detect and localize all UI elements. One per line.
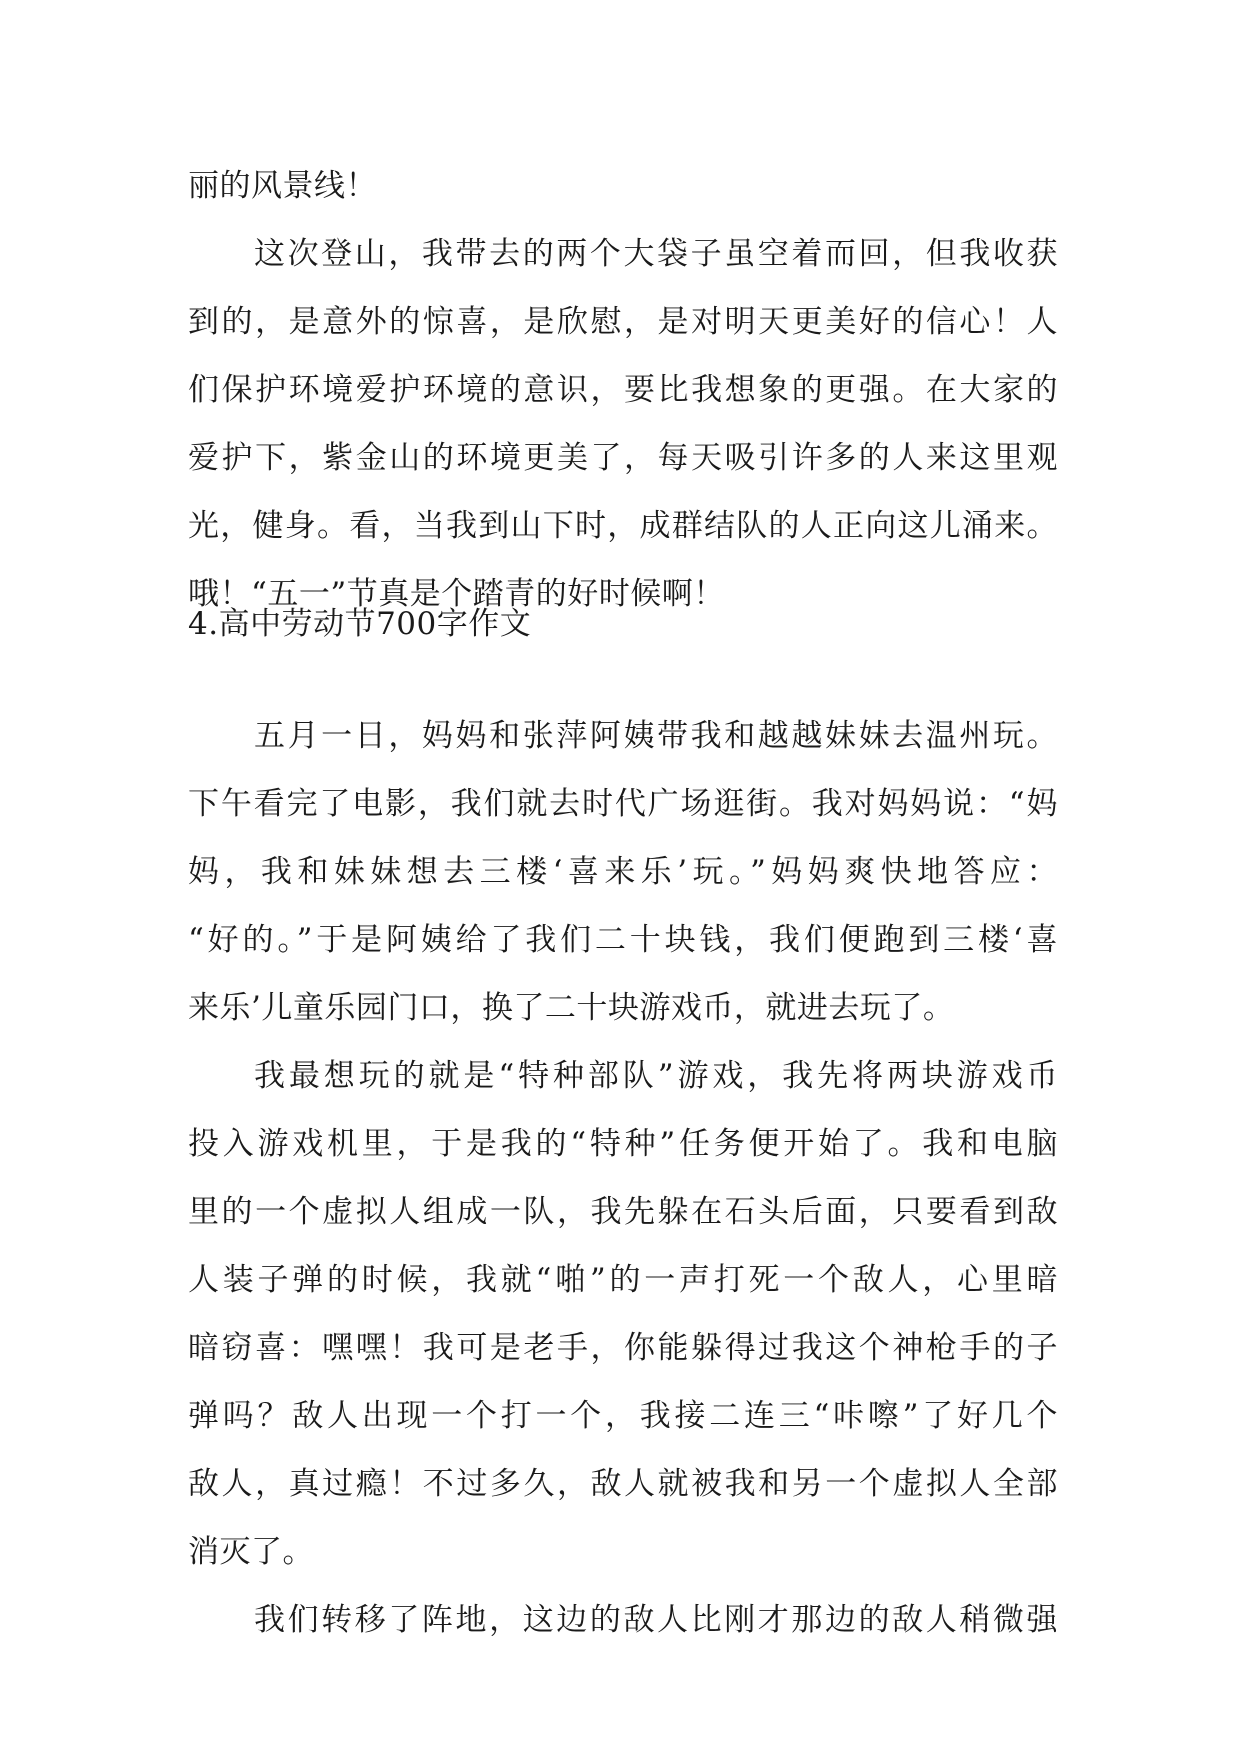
text-line: 投入游戏机里，于是我的“特种”任务便开始了。我和电脑 xyxy=(188,1126,1058,1162)
text-line: 丽的风景线！ xyxy=(188,168,377,204)
text-line: “好的。”于是阿姨给了我们二十块钱，我们便跑到三楼‘喜 xyxy=(188,922,1058,958)
essay-part-1 xyxy=(188,152,1058,628)
text-line: 这次登山，我带去的两个大袋子虽空着而回，但我收获 xyxy=(254,236,1058,272)
text-line: 里的一个虚拟人组成一队，我先躲在石头后面，只要看到敌 xyxy=(188,1194,1058,1230)
text-line: 爱护下，紫金山的环境更美了，每天吸引许多的人来这里观 xyxy=(188,440,1058,476)
text-line: 我最想玩的就是“特种部队”游戏，我先将两块游戏币 xyxy=(254,1058,1058,1094)
text-line: 到的，是意外的惊喜，是欣慰，是对明天更美好的信心！人 xyxy=(188,304,1058,340)
text-line: 我们转移了阵地，这边的敌人比刚才那边的敌人稍微强 xyxy=(254,1602,1058,1638)
text-line: 暗窃喜：嘿嘿！我可是老手，你能躲得过我这个神枪手的子 xyxy=(188,1330,1058,1366)
text-line: 弹吗？敌人出现一个打一个，我接二连三“咔嚓”了好几个 xyxy=(188,1398,1058,1434)
text-line: 下午看完了电影，我们就去时代广场逛街。我对妈妈说：“妈 xyxy=(188,786,1058,822)
text-line: 消灭了。 xyxy=(188,1534,314,1570)
text-line: 五月一日，妈妈和张萍阿姨带我和越越妹妹去温州玩。 xyxy=(254,718,1058,754)
text-line: 人装子弹的时候，我就“啪”的一声打死一个敌人，心里暗 xyxy=(188,1262,1058,1298)
text-line: 光，健身。看，当我到山下时，成群结队的人正向这儿涌来。 xyxy=(188,508,1058,544)
text-line: 哦！“五一”节真是个踏青的好时候啊！ xyxy=(188,576,725,612)
text-line: 敌人，真过瘾！不过多久，敌人就被我和另一个虚拟人全部 xyxy=(188,1466,1058,1502)
text-line: 妈，我和妹妹想去三楼‘喜来乐’玩。”妈妈爽快地答应： xyxy=(188,854,1058,890)
text-line: 们保护环境爱护环境的意识，要比我想象的更强。在大家的 xyxy=(188,372,1058,408)
essay-part-2 xyxy=(188,702,1058,1654)
heading-text: 4.高中劳动节700字作文 xyxy=(188,606,532,642)
text-line: 来乐’儿童乐园门口，换了二十块游戏币，就进去玩了。 xyxy=(188,990,955,1026)
section-heading xyxy=(188,590,1058,658)
